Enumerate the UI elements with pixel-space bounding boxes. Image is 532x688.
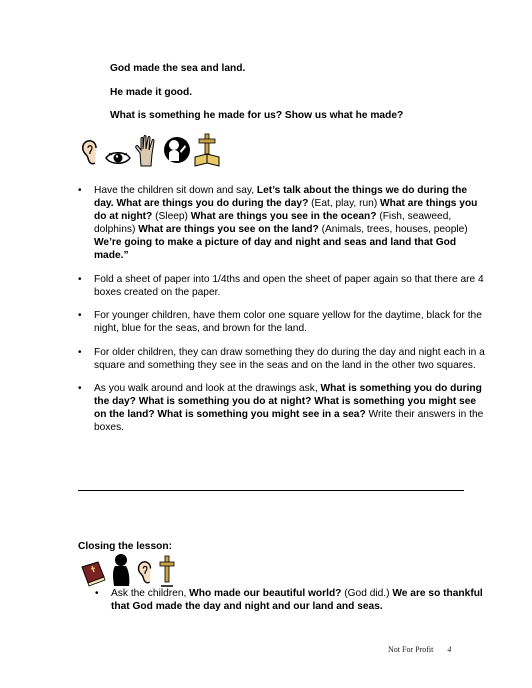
- closing-heading: Closing the lesson:: [78, 541, 172, 552]
- bold-text: What are things you see in the ocean?: [190, 211, 377, 222]
- ear-icon: [80, 139, 102, 167]
- section-divider: [78, 490, 464, 491]
- text-run: Ask the children,: [111, 588, 190, 599]
- list-item: [78, 382, 488, 434]
- text-run: For younger children, have them color one square yellow for the daytime, black for the night, blue for the seas, and brown for the land.: [94, 310, 482, 334]
- page-number: 4: [447, 645, 452, 654]
- intro-line-1: God made the sea and land.: [110, 63, 246, 74]
- bold-text: Let’s talk about the things we do during the day. What are things you do during the day?: [94, 185, 468, 209]
- hand-icon: [134, 135, 158, 167]
- list-item: [95, 587, 495, 613]
- intro-block: [110, 62, 510, 133]
- intro-line-2: He made it good.: [110, 86, 193, 98]
- list-item: [78, 273, 488, 299]
- text-run: For older children, they can draw something they do during the day and night each in a square and something they see in the seas and on the land in the other two squares.: [94, 346, 485, 371]
- eye-icon: [105, 149, 131, 167]
- bold-text: What are things you do at night?: [94, 198, 478, 222]
- intro-line-3: What is something he made for us? Show us what he made?: [110, 110, 404, 121]
- list-item: [78, 184, 488, 262]
- list-item: [78, 346, 488, 372]
- footer-text: Not For Profit: [388, 645, 434, 654]
- text-run: Write their answers in the boxes.: [94, 409, 484, 433]
- activity-icons: [80, 133, 220, 167]
- text-run: (Eat, play, run): [308, 198, 381, 209]
- text-run: (Sleep): [152, 211, 191, 222]
- bible-cross-icon: [194, 133, 220, 167]
- bold-text: We’re going to make a picture of day and night and seas and land that God made.”: [94, 237, 457, 261]
- bold-text: What are things you see on the land?: [138, 224, 319, 235]
- text-run: Fold a sheet of paper into 1/4ths and open the sheet of paper again so that there are 4 boxes created on the paper.: [94, 273, 484, 298]
- page-footer: [388, 645, 451, 654]
- bible-icon: [80, 559, 106, 587]
- bold-text: We are so thankful that God made the day and night and our land and seas.: [111, 588, 483, 612]
- praying-person-icon: [161, 135, 191, 167]
- text-run: (Fish, seaweed, dolphins): [94, 211, 452, 235]
- activity-instructions-list: [78, 184, 488, 445]
- ear-icon: [136, 559, 156, 587]
- bold-text: What is something you do during the day? What is something you do at night? What is something you might see on the land? What is something you might see in a sea?: [94, 383, 482, 420]
- closing-instructions-list: [95, 587, 495, 624]
- text-run: (God did.): [341, 588, 393, 599]
- cross-icon: [159, 555, 175, 587]
- bold-text: Who made our beautiful world?: [189, 588, 342, 599]
- text-run: As you walk around and look at the drawings ask,: [94, 383, 321, 394]
- text-run: Have the children sit down and say,: [94, 185, 257, 196]
- closing-icons: [80, 553, 175, 587]
- list-item: [78, 309, 488, 335]
- text-run: (Animals, trees, houses, people): [318, 224, 468, 235]
- kneeling-child-icon: [109, 553, 133, 587]
